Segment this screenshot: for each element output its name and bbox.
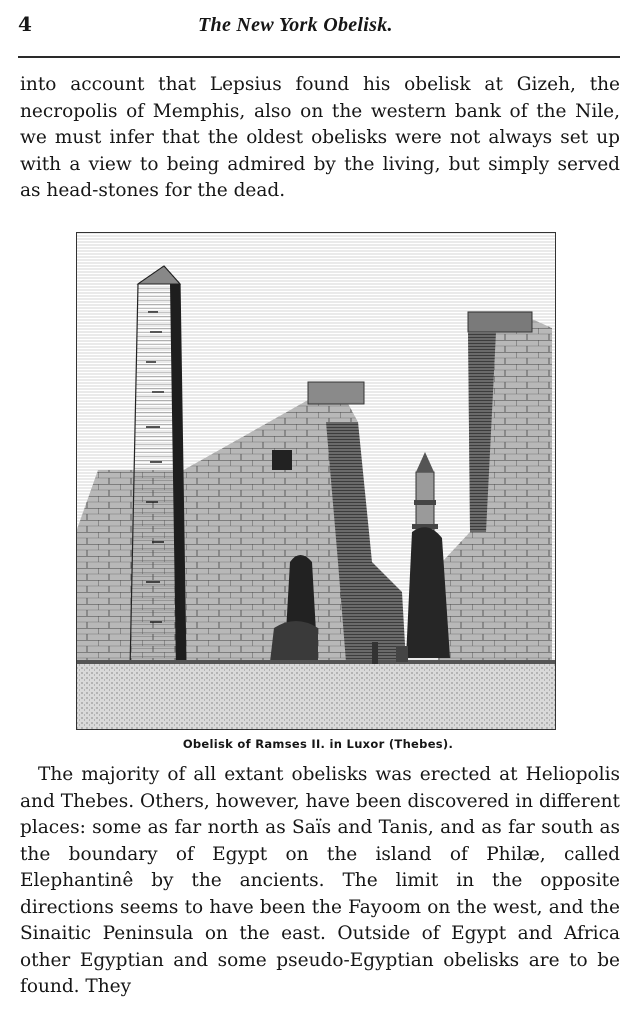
figure-caption: Obelisk of Ramses II. in Luxor (Thebes). <box>182 737 454 751</box>
engraving-illustration <box>76 232 556 730</box>
ground <box>76 662 556 730</box>
body-paragraph-1: into account that Lepsius found his obelisk at Gizeh, the necropolis of Memphis, also on the western bank of the Nile, we must infer that the oldest obelisks were not always set up with a view to being admired by the living, but simply served as head-stones for the dead. <box>20 74 620 201</box>
header-rule <box>18 56 620 58</box>
seated-statue-left <box>286 555 316 632</box>
page-number: 4 <box>18 12 32 36</box>
body-paragraph-2: The majority of all extant obelisks was erected at Heliopolis and Thebes. Others, however, have been discovered in different places: some as far north as Saïs and Tanis, and as far south as the boundary of Egypt on the island of Philæ, called Elephantinê by the ancients. The limit in the opposite directions seems to have been the Fayoom on the west, and the Sinaitic Peninsula on the east. Outside of Egypt and Africa other Egyptian and some pseudo-Egyptian obelisks are to be found. They <box>20 764 620 997</box>
page-header <box>18 10 620 40</box>
running-title: The New York Obelisk. <box>198 14 393 36</box>
